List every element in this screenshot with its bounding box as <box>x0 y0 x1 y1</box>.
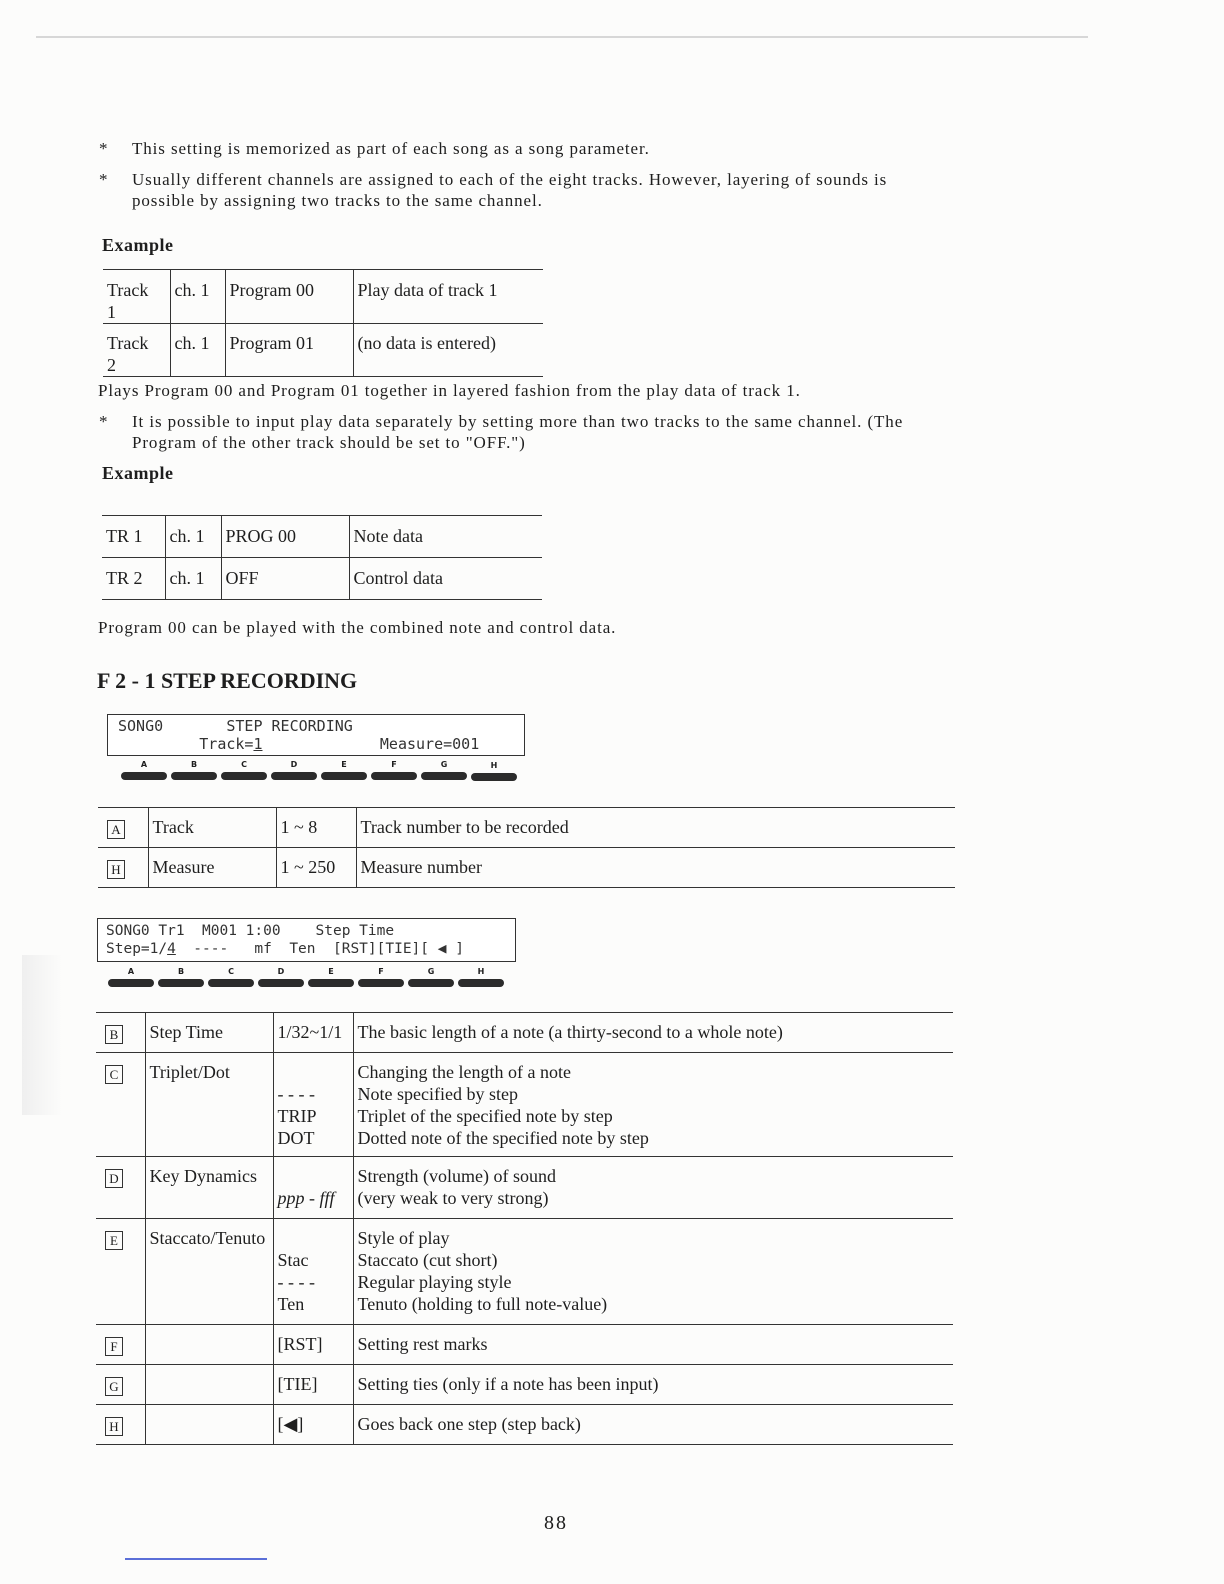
table-row: H Measure 1 ~ 250 Measure number <box>98 848 955 888</box>
example-table-2 <box>102 515 542 600</box>
key-b-label: B <box>105 1025 123 1044</box>
table-row: C Triplet/Dot - - - - TRIP DOT Changing the length of a note Note specified by step Triplet of the specified note by step Dotted note of the specified note by step <box>96 1053 953 1157</box>
key-a-label: A <box>107 820 125 839</box>
soft-button-c[interactable] <box>208 979 254 987</box>
soft-button-d[interactable] <box>271 772 317 780</box>
soft-button-c[interactable] <box>221 772 267 780</box>
soft-button-f[interactable] <box>358 979 404 987</box>
soft-button-d[interactable] <box>258 979 304 987</box>
lcd-display-step-recording: SONG0 STEP RECORDING Track=1 Measure=001 <box>107 714 525 756</box>
paragraph-layered: Plays Program 00 and Program 01 together in layered fashion from the play data of track 1. <box>98 381 801 400</box>
soft-button-h[interactable] <box>458 979 504 987</box>
key-c-label: C <box>105 1065 123 1084</box>
soft-button-a[interactable] <box>121 772 167 780</box>
table-row: TR 2 ch. 1 OFF Control data <box>102 558 542 600</box>
example-label-2: Example <box>102 463 174 483</box>
bottom-blue-rule <box>125 1558 267 1560</box>
key-h-label: H <box>105 1417 123 1436</box>
table-row: B Step Time 1/32~1/1 The basic length of a note (a thirty-second to a whole note) <box>96 1013 953 1053</box>
soft-button-g[interactable] <box>421 772 467 780</box>
key-e-label: E <box>105 1231 123 1250</box>
scan-smudge <box>22 955 62 1115</box>
soft-button-g[interactable] <box>408 979 454 987</box>
lcd-display-step-time: SONG0 Tr1 M001 1:00 Step Time Step=1/4 ---- mf Ten [RST][TIE][ ◀ ] <box>97 918 516 962</box>
key-f-label: F <box>105 1337 123 1356</box>
section-heading: F 2 - 1 STEP RECORDING <box>97 668 358 693</box>
top-rule <box>36 36 1088 38</box>
soft-button-f[interactable] <box>371 772 417 780</box>
table-row: G [TIE] Setting ties (only if a note has been input) <box>96 1365 953 1405</box>
table-row: E Staccato/Tenuto Stac - - - - Ten Style of play Staccato (cut short) Regular playing style Tenuto (holding to full note-value) <box>96 1219 953 1325</box>
example-label-1: Example <box>102 235 174 255</box>
table-row: F [RST] Setting rest marks <box>96 1325 953 1365</box>
soft-button-a[interactable] <box>108 979 154 987</box>
parameter-table-1 <box>98 807 955 888</box>
table-row: TR 1 ch. 1 PROG 00 Note data <box>102 516 542 558</box>
soft-button-e[interactable] <box>321 772 367 780</box>
soft-button-h[interactable] <box>471 773 517 781</box>
parameter-table-2 <box>96 1012 953 1445</box>
key-g-label: G <box>105 1377 123 1396</box>
paragraph-combined: Program 00 can be played with the combined note and control data. <box>98 618 617 637</box>
table-row: D Key Dynamics ppp - fff Strength (volume) of sound (very weak to very strong) <box>96 1157 953 1219</box>
table-row: A Track 1 ~ 8 Track number to be recorded <box>98 808 955 848</box>
example-table-1 <box>103 269 543 377</box>
soft-button-b[interactable] <box>158 979 204 987</box>
key-d-label: D <box>105 1169 123 1188</box>
key-h-label: H <box>107 860 125 879</box>
soft-button-b[interactable] <box>171 772 217 780</box>
page-number: 88 <box>544 1512 568 1534</box>
table-row: H [◀] Goes back one step (step back) <box>96 1405 953 1445</box>
table-row: Track 1 ch. 1 Program 00 Play data of track 1 <box>103 270 543 324</box>
soft-button-e[interactable] <box>308 979 354 987</box>
table-row: Track 2 ch. 1 Program 01 (no data is entered) <box>103 324 543 377</box>
